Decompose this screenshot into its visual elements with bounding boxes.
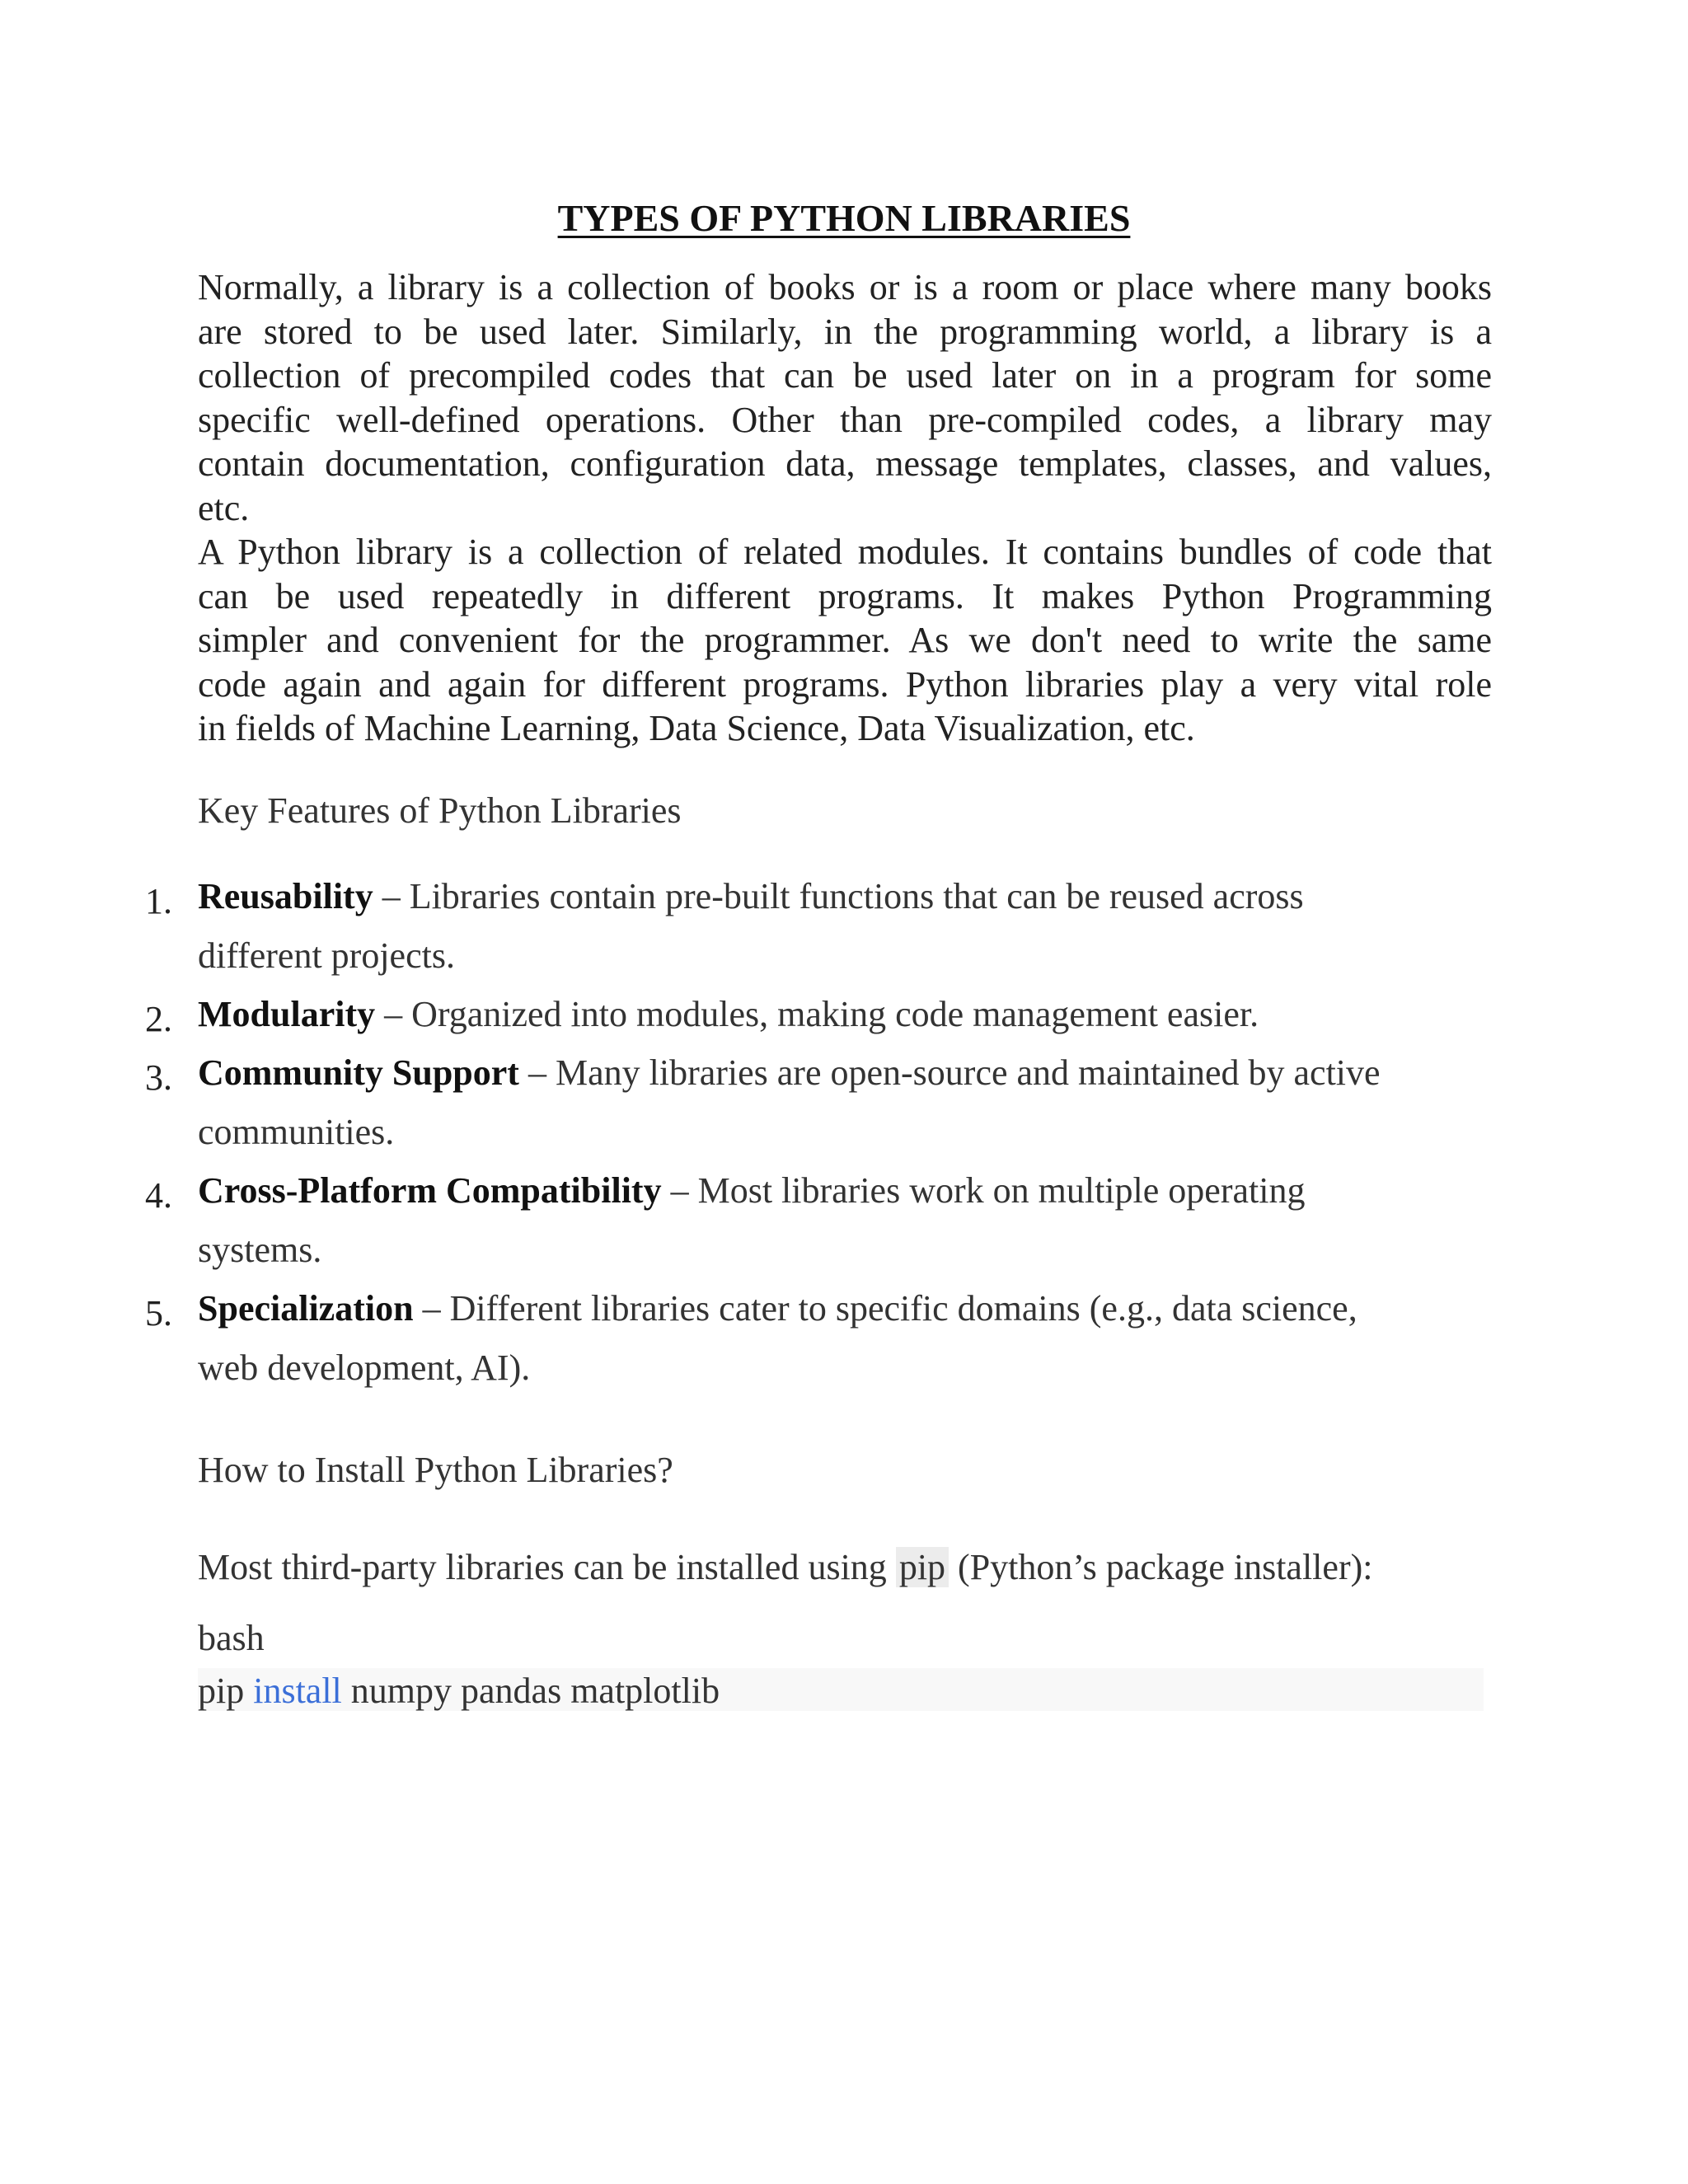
list-item [198,1279,1484,1398]
list-number: 5. [145,1293,172,1333]
feature-desc-cont: communities. [198,1112,395,1152]
list-item [198,1161,1484,1280]
paragraph-line: simpler and convenient for the programmer. As we don't need to write the same [198,620,1492,660]
install-text-after: (Python’s package installer): [949,1547,1373,1587]
inline-code-pip: pip [896,1547,949,1587]
list-number: 2. [145,999,172,1039]
list-item [198,1043,1484,1162]
install-paragraph [198,1546,1372,1588]
paragraph-line: etc. [198,487,250,528]
feature-desc: – Most libraries work on multiple operating [661,1170,1306,1211]
feature-desc: – Many libraries are open-source and maintained by active [518,1052,1381,1093]
list-item [198,867,1484,986]
feature-term: Modularity [198,994,376,1034]
feature-desc: – Libraries contain pre-built functions that can be reused across [373,876,1304,916]
paragraph-line: can be used repeatedly in different programs. It makes Python Programming [198,575,1492,616]
feature-desc-cont: systems. [198,1230,322,1270]
paragraph-line: A Python library is a collection of related modules. It contains bundles of code that [198,532,1492,572]
code-arguments: numpy pandas matplotlib [341,1671,720,1711]
list-number: 4. [145,1175,172,1216]
intro-paragraph [198,265,1492,751]
key-features-heading: Key Features of Python Libraries [198,790,682,831]
list-item [198,985,1484,1044]
code-line [198,1670,720,1712]
feature-desc-cont: web development, AI). [198,1347,531,1388]
paragraph-line: code again and again for different programs. Python libraries play a very vital role [198,663,1492,705]
list-number: 1. [145,881,172,921]
feature-desc: – Organized into modules, making code management easier. [375,994,1259,1034]
feature-term: Cross-Platform Compatibility [198,1170,662,1211]
feature-desc-cont: different projects. [198,935,455,976]
code-command: pip [198,1671,245,1711]
paragraph-line: are stored to be used later. Similarly, in the programming world, a library is a [198,311,1492,352]
paragraph-line: specific well-defined operations. Other than pre-compiled codes, a library may [198,399,1492,440]
feature-term: Reusability [198,876,373,916]
list-number: 3. [145,1057,172,1098]
code-language-label: bash [198,1618,265,1658]
feature-desc: – Different libraries cater to specific domains (e.g., data science, [413,1288,1357,1329]
paragraph-line: Normally, a library is a collection of books or is a room or place where many books [198,267,1492,307]
page-title: TYPES OF PYTHON LIBRARIES [557,197,1131,239]
paragraph-line: in fields of Machine Learning, Data Science, Data Visualization, etc. [198,708,1195,748]
install-heading: How to Install Python Libraries? [198,1450,673,1490]
paragraph-line: contain documentation, configuration data, message templates, classes, and values, [198,443,1492,484]
feature-term: Community Support [198,1052,519,1093]
code-keyword: install [253,1671,342,1711]
paragraph-line: collection of precompiled codes that can be used later on in a program for some [198,355,1492,396]
install-text: Most third-party libraries can be installed using [198,1547,896,1587]
feature-term: Specialization [198,1288,414,1329]
